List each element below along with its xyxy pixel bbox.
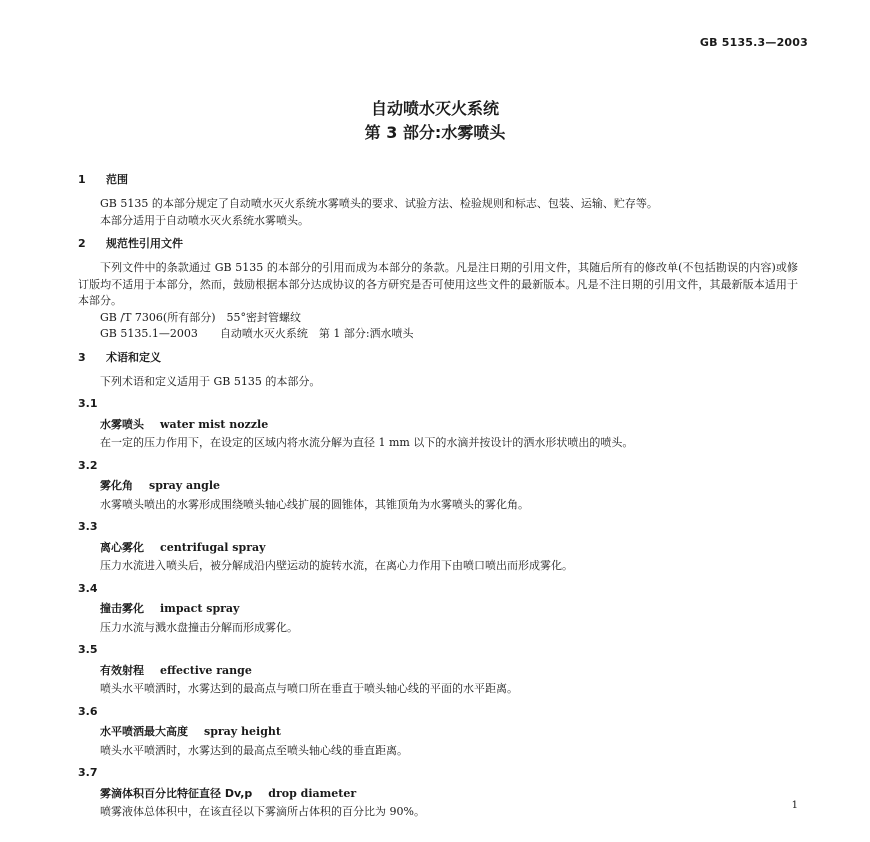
term-en: effective range: [160, 663, 252, 677]
paragraph: GB 5135 的本部分规定了自动喷水灭火系统水雾喷头的要求、试验方法、检验规则和标志、包装、运输、贮存等。: [100, 197, 658, 210]
term-en: spray angle: [149, 479, 221, 492]
document-title: 自动喷水灭火系统: [370, 99, 499, 118]
term-definition: 压力水流进入喷头后，被分解成沿内壁运动的旋转水流，在离心力作用下由喷口喷出而形成雾化。: [100, 559, 573, 572]
section-heading-3: [78, 350, 798, 366]
term-zh: 水雾喷头: [100, 417, 144, 431]
clause-number: 3.1: [78, 397, 98, 410]
document-body: [78, 172, 798, 821]
term-zh: 水平喷洒最大高度: [100, 725, 188, 738]
clause-number: 3.5: [78, 643, 98, 656]
term-en: water mist nozzle: [160, 417, 269, 431]
term-definition: 喷头水平喷洒时，水雾达到的最高点至喷头轴心线的垂直距离。: [100, 743, 408, 757]
term-definition: 喷雾液体总体积中，在该直径以下雾滴所占体积的百分比为 90%。: [100, 805, 425, 818]
term-entry: [100, 540, 798, 557]
term-definition: 在一定的压力作用下，在设定的区域内将水流分解为直径 1 mm 以下的水滴并按设计的洒水形状喷出的喷头。: [100, 436, 634, 449]
term-entry: [100, 417, 798, 434]
clause-number: 3.4: [78, 581, 98, 595]
page-number: 1: [791, 800, 798, 811]
term-en: spray height: [204, 725, 281, 738]
term-en: drop diameter: [268, 786, 357, 800]
term-zh: 雾化角: [100, 479, 133, 492]
term-entry: [100, 601, 798, 618]
clause-number: 3.6: [78, 704, 98, 718]
term-zh: 有效射程: [100, 663, 144, 677]
section-title: 规范性引用文件: [106, 237, 183, 250]
term-definition: 水雾喷头喷出的水雾形成围绕喷头轴心线扩展的圆锥体，其锥顶角为水雾喷头的雾化角。: [100, 497, 529, 511]
section-title: 术语和定义: [106, 350, 161, 364]
term-entry: [100, 786, 798, 803]
term-zh: 撞击雾化: [100, 602, 144, 615]
term-definition: 喷头水平喷洒时，水雾达到的最高点与喷口所在垂直于喷头轴心线的平面的水平距离。: [100, 682, 518, 695]
term-zh: 雾滴体积百分比特征直径 Dv,p: [100, 786, 253, 800]
term-definition: 压力水流与溅水盘撞击分解而形成雾化。: [100, 620, 298, 634]
section-number: 2: [78, 237, 86, 250]
term-zh: 离心雾化: [100, 540, 144, 554]
paragraph: 下列术语和定义适用于 GB 5135 的本部分。: [100, 374, 321, 388]
clause-number: 3.2: [78, 458, 98, 472]
term-en: centrifugal spray: [160, 540, 266, 554]
term-entry: [100, 724, 798, 741]
section-number: 3: [78, 350, 86, 364]
document-subtitle: 第 3 部分:水雾喷头: [364, 123, 506, 142]
standard-code: GB 5135.3—2003: [699, 36, 808, 49]
clause-number: 3.3: [78, 520, 98, 533]
clause-number: 3.7: [78, 766, 98, 779]
section-number: 1: [78, 173, 86, 186]
section-heading-1: [78, 172, 798, 188]
term-entry: [100, 663, 798, 680]
term-entry: [100, 478, 798, 495]
normative-reference: GB 5135.1—2003 自动喷水灭火系统 第 1 部分:洒水喷头: [100, 327, 414, 340]
paragraph: 下列文件中的条款通过 GB 5135 的本部分的引用而成为本部分的条款。凡是注日期的引用文件，其随后所有的修改单(不包括勘误的内容)或修订版均不适用于本部分，然而，鼓励根据本部分达成协议的各方研究是否可使用这些文件的最新版本。凡是不注日期的引用文件，其最新版本适用于本部分。: [78, 261, 798, 307]
section-heading-2: [78, 236, 798, 252]
normative-reference: GB /T 7306(所有部分) 55°密封管螺纹: [100, 310, 301, 324]
section-title: 范围: [106, 173, 128, 186]
paragraph: 本部分适用于自动喷水灭火系统水雾喷头。: [100, 213, 309, 227]
term-en: impact spray: [160, 602, 240, 615]
